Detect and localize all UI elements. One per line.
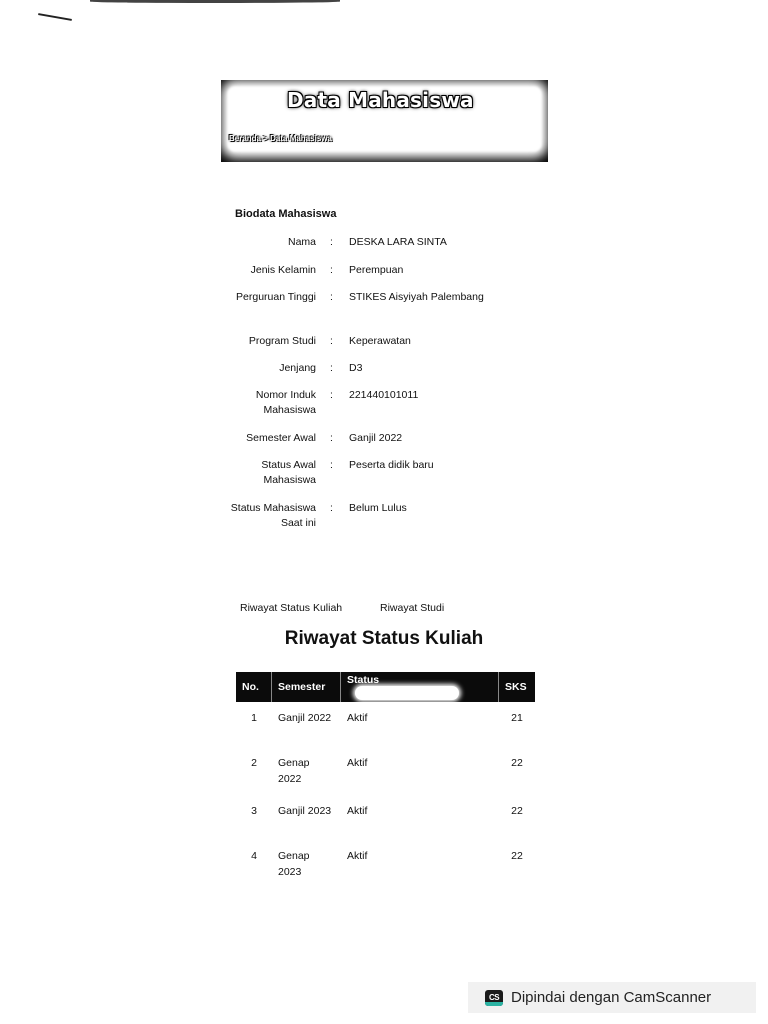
cell-no: 4 bbox=[251, 850, 257, 862]
cell-sks: 22 bbox=[511, 757, 523, 769]
bio-label: Nomor Induk Mahasiswa bbox=[255, 389, 316, 416]
camscanner-text: Dipindai dengan CamScanner bbox=[511, 989, 712, 1006]
bio-value: Perempuan bbox=[349, 264, 404, 276]
bio-colon: : bbox=[330, 432, 333, 444]
history-section-title bbox=[0, 628, 768, 650]
column-header-semester: Semester bbox=[272, 672, 341, 702]
bio-value: Ganjil 2022 bbox=[349, 432, 403, 444]
bio-colon: : bbox=[330, 264, 333, 276]
bio-label: Jenjang bbox=[279, 362, 316, 374]
bio-label: Semester Awal bbox=[246, 432, 316, 444]
cell-semester: Genap 2022 bbox=[278, 757, 310, 785]
tab-riwayat-status-kuliah[interactable]: Riwayat Status Kuliah bbox=[240, 602, 343, 614]
bio-value: 221440101011 bbox=[349, 389, 419, 401]
biodata-section-title: Biodata Mahasiswa bbox=[235, 208, 337, 220]
cell-no: 3 bbox=[251, 805, 257, 817]
bio-value: Keperawatan bbox=[349, 335, 411, 347]
tab-riwayat-studi[interactable]: Riwayat Studi bbox=[380, 602, 445, 614]
camscanner-watermark bbox=[468, 982, 756, 1013]
table-row bbox=[236, 795, 535, 840]
bio-label: Status Awal Mahasiswa bbox=[261, 459, 316, 486]
cell-no: 2 bbox=[251, 757, 257, 769]
history-table bbox=[236, 672, 535, 888]
cell-status: Aktif bbox=[347, 850, 368, 862]
bio-colon: : bbox=[330, 459, 333, 471]
bio-colon: : bbox=[330, 389, 333, 401]
bio-colon: : bbox=[330, 335, 333, 347]
bio-value: Belum Lulus bbox=[349, 502, 407, 514]
bio-value: DESKA LARA SINTA bbox=[349, 236, 447, 248]
bio-label: Program Studi bbox=[248, 335, 316, 347]
scan-blur-artifact bbox=[355, 686, 459, 700]
bio-label: Perguruan Tinggi bbox=[236, 291, 316, 303]
bio-label: Status Mahasiswa Saat ini bbox=[230, 502, 316, 529]
camscanner-logo-icon: CS bbox=[485, 990, 503, 1006]
cell-status: Aktif bbox=[347, 805, 368, 817]
column-header-status bbox=[341, 672, 499, 702]
bio-label: Jenis Kelamin bbox=[250, 264, 316, 276]
cell-semester: Ganjil 2022 bbox=[278, 712, 332, 724]
scan-artifact-left bbox=[38, 13, 72, 21]
bio-colon: : bbox=[330, 362, 333, 374]
bio-colon: : bbox=[330, 236, 333, 248]
table-row bbox=[236, 747, 535, 795]
page-title: Data Mahasiswa bbox=[287, 88, 474, 112]
cell-no: 1 bbox=[251, 712, 257, 724]
column-header-status-label: Status bbox=[347, 674, 380, 686]
cell-sks: 22 bbox=[511, 805, 523, 817]
bio-value: Peserta didik baru bbox=[349, 459, 434, 471]
bio-colon: : bbox=[330, 291, 333, 303]
cell-status: Aktif bbox=[347, 757, 368, 769]
history-title-text: Riwayat Status Kuliah bbox=[284, 628, 484, 649]
column-header-no: No. bbox=[236, 672, 272, 702]
scan-artifact-top bbox=[90, 0, 340, 3]
cell-sks: 22 bbox=[511, 850, 523, 862]
page-header-banner bbox=[221, 80, 548, 162]
cell-semester: Genap 2023 bbox=[278, 850, 310, 878]
table-row bbox=[236, 702, 535, 747]
bio-colon: : bbox=[330, 502, 333, 514]
cell-semester: Ganjil 2023 bbox=[278, 805, 332, 817]
bio-value: D3 bbox=[349, 362, 363, 374]
cell-status: Aktif bbox=[347, 712, 368, 724]
column-header-sks: SKS bbox=[499, 672, 535, 702]
table-row bbox=[236, 840, 535, 888]
breadcrumb[interactable]: Beranda > Data Mahasiswa bbox=[229, 134, 332, 143]
bio-label: Nama bbox=[287, 236, 316, 248]
table-header-row bbox=[236, 672, 535, 702]
cell-sks: 21 bbox=[511, 712, 523, 724]
bio-value: STIKES Aisyiyah Palembang bbox=[349, 291, 484, 303]
